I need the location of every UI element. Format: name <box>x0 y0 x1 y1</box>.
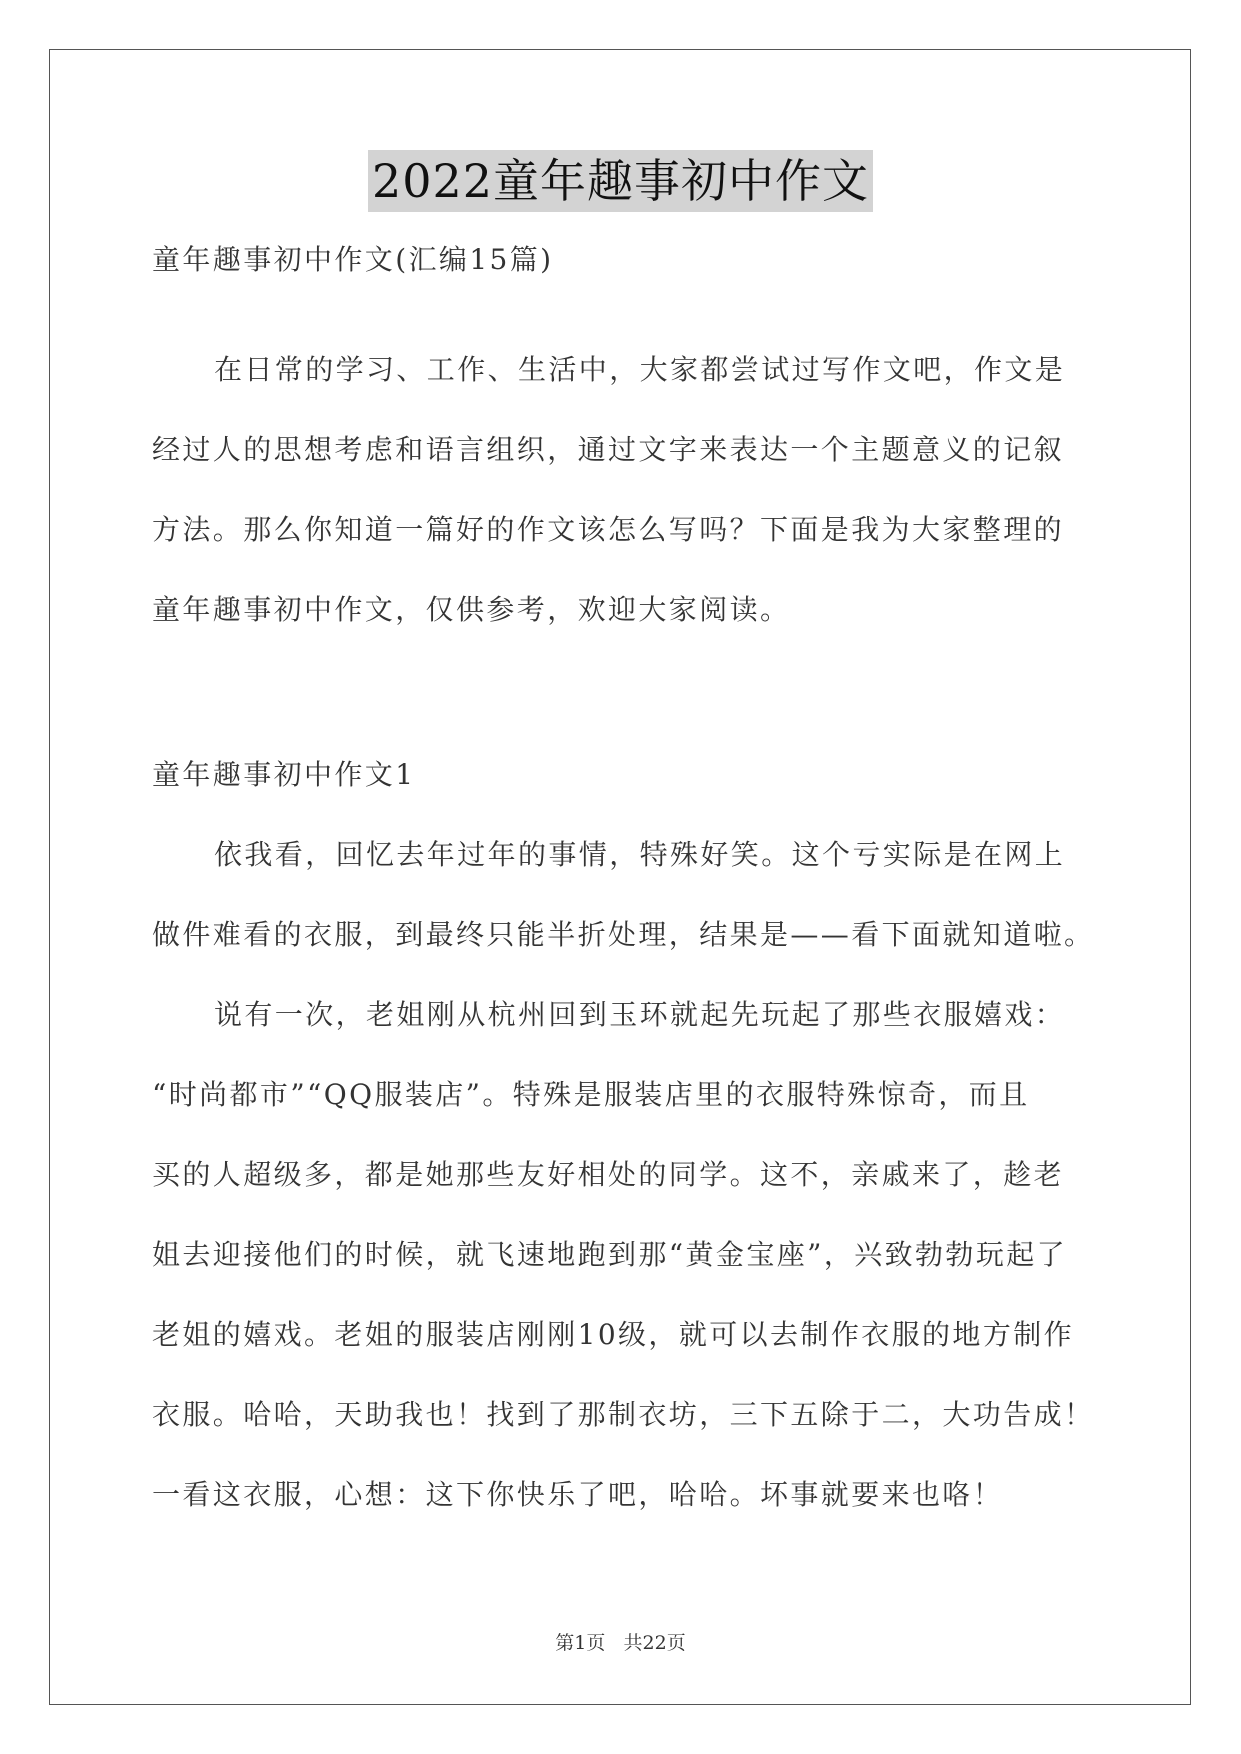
page-total: 共22页 <box>623 1632 686 1654</box>
section-heading: 童年趣事初中作文1 <box>152 758 416 791</box>
page-number: 第1页 <box>555 1632 606 1654</box>
paragraph1-line-2: 做件难看的衣服，到最终只能半折处理，结果是——看下面就知道啦。 <box>152 918 1095 951</box>
paragraph1-line-1: 依我看，回忆去年过年的事情，特殊好笑。这个亏实际是在网上 <box>214 838 1066 871</box>
intro-line-4: 童年趣事初中作文，仅供参考，欢迎大家阅读。 <box>152 593 791 626</box>
paragraph2-line-3: 买的人超级多，都是她那些友好相处的同学。这不，亲戚来了，趁老 <box>152 1158 1065 1191</box>
paragraph2-line-4: 姐去迎接他们的时候，就飞速地跑到那“黄金宝座”，兴致勃勃玩起了 <box>152 1238 1068 1271</box>
document-title: 2022童年趣事初中作文 <box>368 150 873 212</box>
intro-line-1: 在日常的学习、工作、生活中，大家都尝试过写作文吧，作文是 <box>214 353 1066 386</box>
page-footer <box>0 1628 1241 1655</box>
page-border <box>49 49 1191 1705</box>
paragraph2-line-5: 老姐的嬉戏。老姐的服装店刚刚10级，就可以去制作衣服的地方制作 <box>152 1318 1075 1351</box>
paragraph2-line-6: 衣服。哈哈，天助我也！找到了那制衣坊，三下五除于二，大功告成！ <box>152 1398 1095 1431</box>
document-subtitle: 童年趣事初中作文(汇编15篇) <box>152 243 554 276</box>
paragraph2-line-7: 一看这衣服，心想：这下你快乐了吧，哈哈。坏事就要来也咯！ <box>152 1478 1004 1511</box>
title-container <box>0 150 1241 212</box>
paragraph2-line-1: 说有一次，老姐刚从杭州回到玉环就起先玩起了那些衣服嬉戏： <box>214 998 1066 1031</box>
intro-line-2: 经过人的思想考虑和语言组织，通过文字来表达一个主题意义的记叙 <box>152 433 1065 466</box>
paragraph2-line-2: “时尚都市”“QQ服装店”。特殊是服装店里的衣服特殊惊奇，而且 <box>152 1078 1030 1111</box>
intro-line-3: 方法。那么你知道一篇好的作文该怎么写吗？下面是我为大家整理的 <box>152 513 1065 546</box>
